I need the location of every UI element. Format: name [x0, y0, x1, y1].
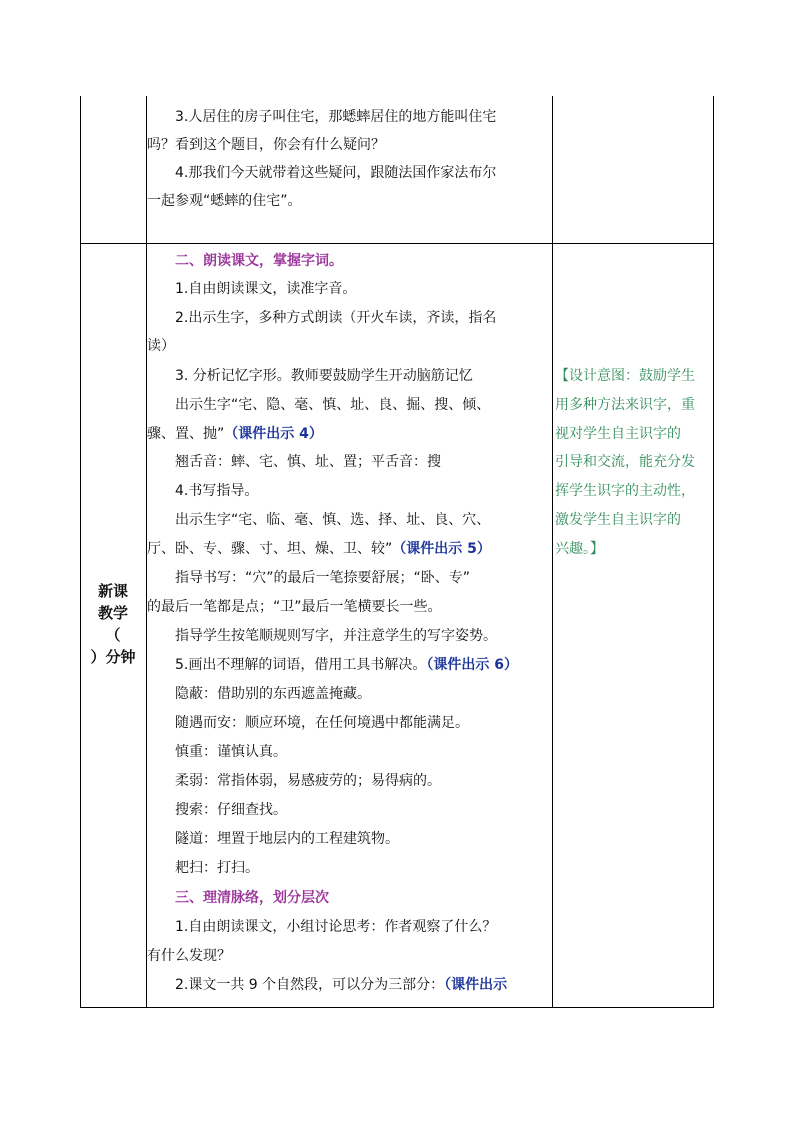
content-line: 的最后一笔都是点；“卫”最后一笔横要长一些。	[147, 599, 442, 615]
section-heading: 三、理清脉络，划分层次	[175, 890, 329, 906]
content-line: 随遇而安：顺应环境，在任何境遇中都能满足。	[175, 715, 469, 731]
note-line: 用多种方法来识字，重	[555, 397, 695, 413]
note-line: 【设计意图：鼓励学生	[555, 368, 695, 384]
content-line: 翘舌音：蟀、宅、慎、址、置；平舌音：搜	[175, 454, 441, 470]
table-border-left	[80, 96, 81, 1008]
content-line: 1.自由朗读课文，读准字音。	[175, 281, 357, 297]
note-line: 激发学生自主识字的	[555, 512, 681, 528]
section-heading: 二、朗读课文，掌握字词。	[175, 253, 343, 269]
content-line: 慎重：谨慎认真。	[175, 744, 287, 760]
content-line: 2.出示生字，多种方式朗读（开火车读，齐读，指名	[175, 310, 497, 326]
content-line: 隐蔽：借助别的东西遮盖掩藏。	[175, 686, 371, 702]
note-line: 兴趣。】	[555, 541, 604, 557]
row1-line: 吗？看到这个题目，你会有什么疑问？	[147, 137, 385, 153]
section-label-line: ）分钟	[90, 648, 136, 666]
note-line: 引导和交流，能充分发	[555, 454, 695, 470]
courseware-ref: （课件出示 5）	[392, 541, 491, 557]
row-divider	[80, 243, 714, 244]
row1-line: 3.人居住的房子叫住宅，那蟋蟀居住的地方能叫住宅	[175, 109, 497, 125]
content-line: 1.自由朗读课文，小组讨论思考：作者观察了什么？	[175, 919, 497, 935]
content-line: 3. 分析记忆字形。教师要鼓励学生开动脑筋记忆	[175, 368, 473, 384]
courseware-ref: （课件出示	[444, 977, 508, 993]
courseware-ref: （课件出示 6）	[426, 657, 518, 673]
content-line: 指导学生按笔顺规则写字，并注意学生的写字姿势。	[175, 628, 497, 644]
content-line: 厅、卧、专、骤、寸、坦、燥、卫、较”（课件出示 5）	[147, 541, 491, 557]
content-line: 读）	[147, 338, 175, 354]
table-border-bottom	[80, 1007, 714, 1008]
content-line: 2.课文一共 9 个自然段，可以分为三部分：（课件出示	[175, 977, 508, 993]
content-line: 搜索：仔细查找。	[175, 802, 287, 818]
section-label-line: （	[105, 626, 121, 644]
section-label	[80, 580, 146, 668]
section-label-line: 教学	[97, 604, 128, 622]
courseware-ref: （课件出示 4）	[224, 426, 323, 442]
row1-line: 一起参观“蟋蟀的住宅”。	[147, 193, 302, 209]
content-line: 骤、置、抛”（课件出示 4）	[147, 426, 323, 442]
content-line: 有什么发现？	[147, 948, 231, 964]
content-line: 4.书写指导。	[175, 483, 259, 499]
note-line: 视对学生自主识字的	[555, 426, 681, 442]
row1-line: 4.那我们今天就带着这些疑问，跟随法国作家法布尔	[175, 165, 497, 181]
lesson-plan-table	[80, 96, 714, 1008]
content-line: 出示生字“宅、隐、毫、慎、址、良、掘、搜、倾、	[175, 397, 491, 413]
content-line: 柔弱：常指体弱，易感疲劳的；易得病的。	[175, 773, 441, 789]
content-line: 5.画出不理解的词语，借用工具书解决。（课件出示 6）	[175, 657, 518, 673]
content-line: 隧道：埋置于地层内的工程建筑物。	[175, 831, 399, 847]
content-line: 耙扫：打扫。	[175, 860, 259, 876]
content-line: 指导书写：“穴”的最后一笔捺要舒展；“卧、专”	[175, 570, 471, 586]
content-line: 出示生字“宅、临、毫、慎、选、择、址、良、穴、	[175, 512, 491, 528]
table-border-right	[713, 96, 714, 1008]
section-label-line: 新课	[97, 582, 128, 600]
note-line: 挥学生识字的主动性，	[555, 483, 695, 499]
